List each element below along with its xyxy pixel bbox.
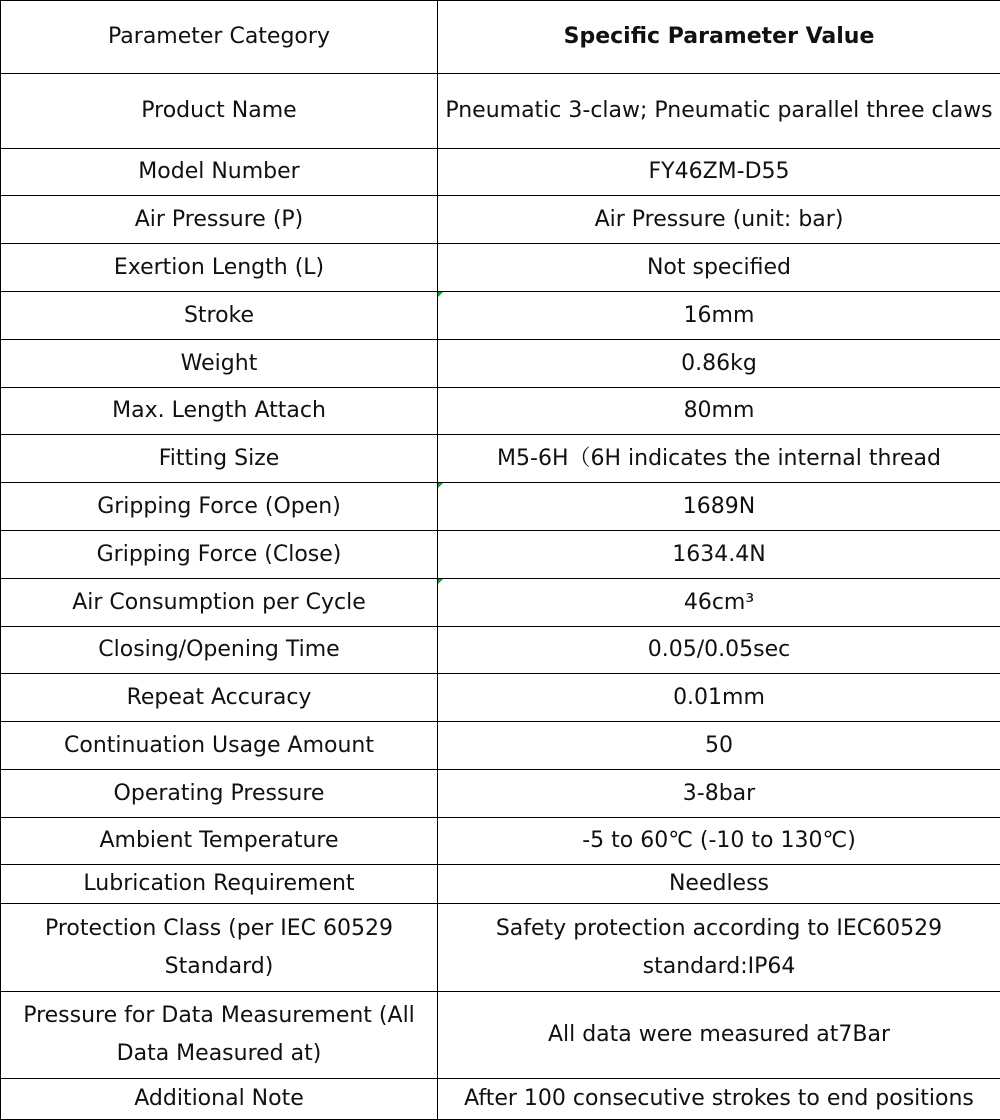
row-category: Air Pressure (P) (1, 196, 438, 244)
row-category: Repeat Accuracy (1, 674, 438, 722)
row-value: 0.05/0.05sec (438, 627, 1000, 674)
row-value: 1689N (438, 483, 1000, 531)
row-value: Needless (438, 865, 1000, 904)
row-category: Exertion Length (L) (1, 244, 438, 292)
row-value: 50 (438, 722, 1000, 770)
row-category: Model Number (1, 149, 438, 196)
table-row (1, 196, 1000, 244)
row-value: All data were measured at7Bar (438, 992, 1000, 1079)
table-row (1, 531, 1000, 579)
row-category: Product Name (1, 74, 438, 149)
table-row (1, 627, 1000, 674)
header-value: Specific Parameter Value (438, 1, 1000, 74)
row-category: Max. Length Attach (1, 388, 438, 435)
row-value: Air Pressure (unit: bar) (438, 196, 1000, 244)
row-category: Protection Class (per IEC 60529 Standard) (1, 904, 438, 992)
row-value: Safety protection according to IEC60529 standard:IP64 (438, 904, 1000, 992)
row-category: Lubrication Requirement (1, 865, 438, 904)
header-category: Parameter Category (1, 1, 438, 74)
table-row (1, 340, 1000, 388)
row-value: After 100 consecutive strokes to end positions (438, 1079, 1000, 1120)
table-row (1, 579, 1000, 627)
table-row (1, 483, 1000, 531)
row-category: Fitting Size (1, 435, 438, 483)
table-row (1, 435, 1000, 483)
row-category: Continuation Usage Amount (1, 722, 438, 770)
table-row (1, 722, 1000, 770)
row-value: 3-8bar (438, 770, 1000, 818)
row-value: 0.01mm (438, 674, 1000, 722)
table-row (1, 904, 1000, 992)
table-row (1, 770, 1000, 818)
row-value: 80mm (438, 388, 1000, 435)
table-row (1, 149, 1000, 196)
row-value: 0.86kg (438, 340, 1000, 388)
row-category: Additional Note (1, 1079, 438, 1120)
table-row (1, 292, 1000, 340)
table-header-row (1, 1, 1000, 74)
row-value: -5 to 60℃ (-10 to 130℃) (438, 818, 1000, 865)
row-category: Gripping Force (Open) (1, 483, 438, 531)
row-value: 46cm³ (438, 579, 1000, 627)
row-category: Ambient Temperature (1, 818, 438, 865)
row-category: Pressure for Data Measurement (All Data Measured at) (1, 992, 438, 1079)
table-row (1, 388, 1000, 435)
row-value: 16mm (438, 292, 1000, 340)
row-category: Air Consumption per Cycle (1, 579, 438, 627)
row-category: Operating Pressure (1, 770, 438, 818)
row-value: FY46ZM-D55 (438, 149, 1000, 196)
table-row (1, 865, 1000, 904)
table-row (1, 992, 1000, 1079)
row-value: 1634.4N (438, 531, 1000, 579)
row-category: Closing/Opening Time (1, 627, 438, 674)
row-value: M5-6H（6H indicates the internal thread (438, 435, 1000, 483)
row-category: Weight (1, 340, 438, 388)
row-category: Stroke (1, 292, 438, 340)
table-row (1, 74, 1000, 149)
row-value: Pneumatic 3-claw; Pneumatic parallel three claws (438, 74, 1000, 149)
table-row (1, 674, 1000, 722)
table-row (1, 244, 1000, 292)
table-row (1, 1079, 1000, 1120)
row-category: Gripping Force (Close) (1, 531, 438, 579)
table-row (1, 818, 1000, 865)
row-value: Not specified (438, 244, 1000, 292)
